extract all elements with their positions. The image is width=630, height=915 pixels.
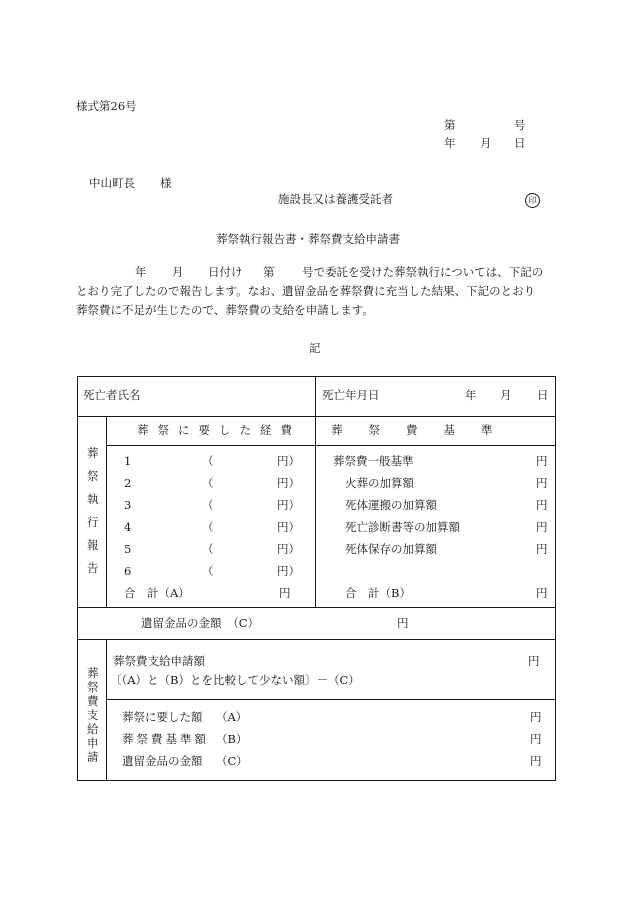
date-month: 月 [480, 136, 492, 150]
table-line [77, 780, 556, 781]
expense-row-no: 2 [124, 476, 132, 490]
report-label-char: 告 [87, 561, 99, 575]
table-line [77, 376, 78, 781]
expense-row-no: 4 [124, 520, 132, 534]
expense-header: 葬祭に要した経費 [137, 423, 301, 437]
deceased-name-label: 死亡者氏名 [83, 388, 141, 402]
applicant-label: 施設長又は養護受託者 [278, 192, 393, 206]
standard-row-label: 葬祭費一般基準 [333, 454, 414, 468]
summary-row-unit: 円 [530, 710, 542, 724]
application-label-char: 給 [87, 722, 99, 736]
remaining-property-label: 遺留金品の金額 （C） [141, 616, 260, 630]
body-line3: 葬祭費に不足が生じたので、葬祭費の支給を申請します。 [76, 303, 374, 317]
standard-row-label: 死体運搬の加算額 [345, 498, 437, 512]
summary-row-label: 遺留金品の金額 [122, 754, 203, 768]
standard-row-unit: 円 [536, 476, 548, 490]
table-line [77, 376, 556, 377]
body-dai: 第 [263, 265, 275, 279]
expense-total-unit: 円 [279, 586, 291, 600]
standard-header [331, 423, 519, 437]
body-line1-rest: 号で委託を受けた葬祭執行については、下記の [302, 265, 544, 279]
application-label-char: 費 [87, 694, 99, 708]
expense-row-close: 円） [277, 564, 300, 578]
death-date-month: 月 [500, 388, 512, 402]
application-label-char: 申 [87, 736, 99, 750]
summary-row-unit: 円 [530, 732, 542, 746]
report-label-char: 葬 [87, 446, 99, 460]
summary-row-code: （A） [216, 710, 248, 724]
standard-header-text: 葬祭費基準 [331, 423, 519, 437]
death-date-day: 日 [537, 388, 549, 402]
expense-row-open: （ [202, 564, 214, 578]
document-title: 葬祭執行報告書・葬祭費支給申請書 [216, 232, 400, 246]
doc-no-go: 号 [514, 118, 526, 132]
death-date-year: 年 [465, 388, 477, 402]
summary-row-label: 葬祭費基準額 [122, 732, 209, 746]
application-label-char: 支 [87, 708, 99, 722]
expense-row-open: （ [202, 520, 214, 534]
standard-row-unit: 円 [536, 454, 548, 468]
report-label-char: 行 [87, 515, 99, 529]
expense-row-close: 円） [277, 454, 300, 468]
body-year: 年 [135, 265, 147, 279]
report-label-char: 執 [87, 492, 99, 506]
expense-row-open: （ [202, 498, 214, 512]
doc-no-dai: 第 [444, 118, 456, 132]
standard-total-label: 合 計（B） [345, 586, 411, 600]
death-date-label: 死亡年月日 [322, 388, 380, 402]
application-amount-label: 葬祭費支給申請額 [113, 654, 205, 668]
body-line2: とおり完了したので報告します。なお、遺留金品を葬祭費に充当した結果、下記のとおり [76, 284, 536, 298]
summary-row-label: 葬祭に要した額 [122, 710, 203, 724]
standard-row-unit: 円 [536, 498, 548, 512]
summary-row-unit: 円 [530, 754, 542, 768]
table-line [106, 416, 107, 608]
expense-row-close: 円） [277, 520, 300, 534]
standard-total-unit: 円 [536, 586, 548, 600]
date-day: 日 [514, 136, 526, 150]
expense-row-close: 円） [277, 542, 300, 556]
report-label-char: 祭 [87, 469, 99, 483]
application-label-char: 葬 [87, 666, 99, 680]
application-label-char: 祭 [87, 680, 99, 694]
summary-row-code: （C） [216, 754, 248, 768]
expense-row-no: 3 [124, 498, 132, 512]
table-line [106, 639, 107, 781]
application-amount-note: 〔（A）と（B）とを比較して少ない額〕－（C） [110, 673, 360, 687]
remaining-property-unit: 円 [397, 616, 409, 630]
date-year: 年 [444, 136, 456, 150]
ki-label: 記 [309, 341, 321, 355]
table-line [106, 699, 556, 700]
addressee-name: 中山町長 [89, 176, 135, 190]
expense-total-label: 合 計（A） [124, 586, 190, 600]
standard-row-label: 死亡診断書等の加算額 [345, 520, 460, 534]
standard-row-unit: 円 [536, 520, 548, 534]
standard-row-label: 死体保存の加算額 [345, 542, 437, 556]
table-line [555, 376, 556, 781]
expense-row-no: 6 [124, 564, 132, 578]
standard-row-unit: 円 [536, 542, 548, 556]
seal-mark: 印 [525, 193, 540, 208]
application-amount-unit: 円 [528, 654, 540, 668]
report-label-char: 報 [87, 538, 99, 552]
body-month: 月 [172, 265, 184, 279]
application-label-char: 請 [87, 750, 99, 764]
expense-row-close: 円） [277, 498, 300, 512]
expense-row-open: （ [202, 454, 214, 468]
expense-row-close: 円） [277, 476, 300, 490]
addressee-honorific: 様 [160, 176, 172, 190]
expense-row-open: （ [202, 476, 214, 490]
expense-row-no: 1 [124, 454, 132, 468]
table-line [106, 445, 556, 446]
body-day-suffix: 日付け [208, 265, 243, 279]
form-number: 様式第26号 [76, 99, 137, 113]
summary-row-code: （B） [216, 732, 248, 746]
table-line [77, 416, 556, 417]
expense-row-open: （ [202, 542, 214, 556]
table-line [77, 639, 556, 640]
standard-row-label: 火葬の加算額 [345, 476, 414, 490]
table-line [315, 376, 316, 608]
table-line [77, 607, 556, 608]
expense-row-no: 5 [124, 542, 132, 556]
